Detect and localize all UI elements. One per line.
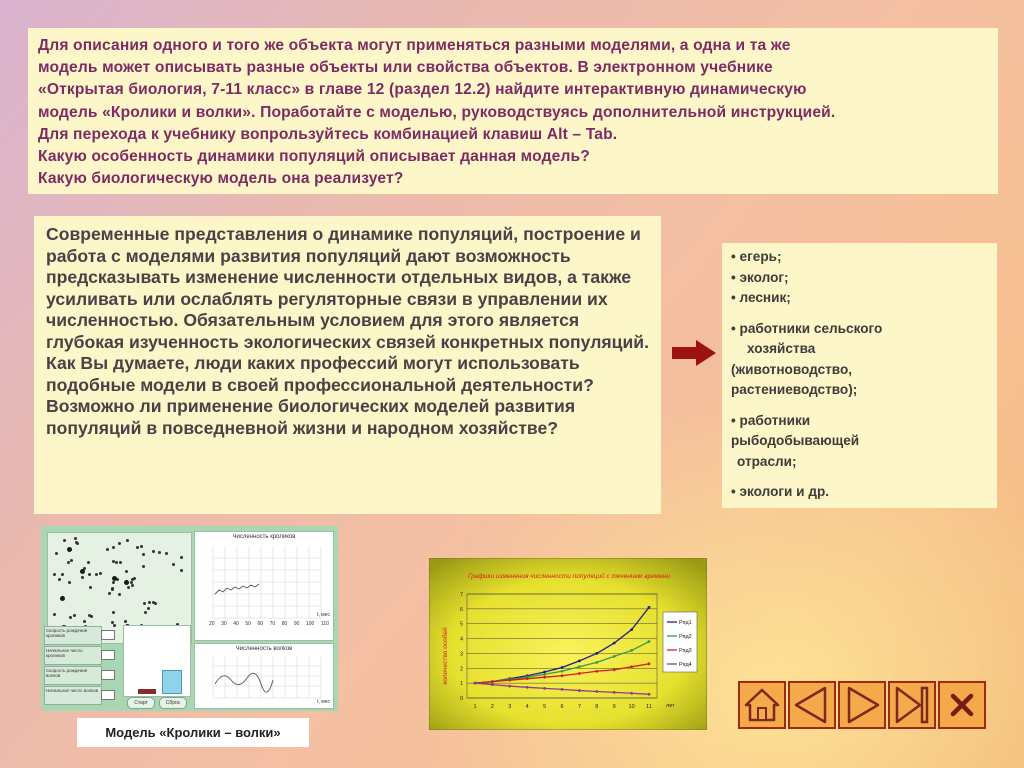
profession-item: хозяйства [747, 341, 816, 356]
rabbits-graph [194, 531, 334, 641]
y-tick: 4 [459, 636, 463, 643]
control-label: Начальное число волков [46, 688, 99, 693]
x-tick: 60 [257, 621, 264, 627]
y-tick: 3 [459, 651, 463, 658]
x-tick: 10 [628, 704, 635, 710]
x-tick: 7 [577, 704, 581, 710]
rabbit-marker [118, 542, 121, 545]
task-line: Для перехода к учебнику вопрользуйтесь комбинацией клавиш Alt – Tab. [38, 125, 618, 143]
wolves-graph-plot [195, 644, 333, 708]
rabbit-marker [88, 614, 91, 617]
rabbit-marker [73, 614, 76, 617]
rabbit-marker [68, 581, 71, 584]
model-caption: Модель «Кролики – волки» [77, 718, 309, 747]
x-tick: 70 [269, 621, 276, 627]
x-tick: 6 [560, 704, 564, 710]
rabbit-marker [126, 539, 129, 542]
last-button[interactable] [888, 681, 936, 729]
rabbit-marker [112, 611, 115, 614]
series-point [491, 680, 494, 683]
rabbit-marker [125, 570, 128, 573]
x-tick: 5 [543, 704, 547, 710]
start-button[interactable]: Старт [127, 697, 155, 709]
series-point [561, 670, 564, 673]
chart-ylabel: количество особей [442, 627, 449, 685]
chart-title: Графики изменения численности популяций с течением времени [467, 573, 671, 580]
series-point [578, 665, 581, 668]
question-panel [34, 216, 661, 514]
task-line: Какую биологическую модель она реализует? [38, 170, 404, 188]
close-button[interactable] [938, 681, 986, 729]
control-knob[interactable] [101, 670, 115, 680]
profession-item: • егерь; [731, 249, 782, 264]
series-point [578, 659, 581, 662]
series-point [578, 672, 581, 675]
series-point [595, 652, 598, 655]
rabbit-marker [127, 586, 130, 589]
rabbit-marker [140, 545, 143, 548]
control-label: Начальное число кроликов [46, 648, 83, 658]
question-text: Современные представления о динамике популяций, построение и работа с моделями развития популяций дают возможность предсказывать изменение численности отдельных видов, а также усиливать или ослаблять регуляторные связи в управлении их численностью. Обязательным условием для этого является глубокая изученность экологических связей конкретных популяций. Как Вы думаете, люди каких профессий могут использовать подобные модели в своей профессиональной деятельности? Возможно ли применение биологических моделей развития популяций в повседневной жизни и народном хозяйстве? [46, 224, 649, 438]
x-tick: 30 [221, 621, 227, 627]
rabbit-marker [95, 573, 98, 576]
model-screenshot [41, 526, 338, 711]
rabbit-marker [69, 616, 72, 619]
series-point [543, 673, 546, 676]
rabbit-marker [142, 565, 145, 568]
population-chart [429, 558, 707, 730]
prev-button[interactable] [788, 681, 836, 729]
control-wolf-birth[interactable] [44, 666, 102, 685]
wolf-marker [80, 569, 85, 574]
x-tick: 40 [233, 621, 239, 627]
rabbit-marker [106, 548, 109, 551]
profession-item: • экологи и др. [731, 484, 830, 499]
profession-item: (животноводство, [731, 361, 853, 377]
wolf-marker [124, 580, 129, 585]
rabbits-axis-unit: t, мес [317, 612, 330, 618]
x-tick: 9 [612, 704, 616, 710]
rabbits-bar [162, 670, 182, 694]
series-point [630, 692, 633, 695]
series-point [648, 662, 651, 665]
control-rabbit-initial[interactable] [44, 646, 102, 665]
profession-item: • работники сельского [731, 320, 883, 336]
rabbit-marker [165, 552, 168, 555]
reset-button[interactable]: Сброс [159, 697, 187, 709]
wolf-marker [112, 576, 117, 581]
rabbits-x-ticks [209, 621, 329, 627]
profession-item: отрасли; [737, 453, 797, 469]
task-line: Какую особенность динамики популяций описывает данная модель? [38, 148, 590, 166]
rabbit-marker [144, 611, 147, 614]
rabbit-marker [81, 576, 84, 579]
series-point [595, 690, 598, 693]
series-point [526, 677, 529, 680]
triangle-right-icon [840, 683, 884, 727]
legend-label: Ряд4 [679, 662, 692, 668]
skip-end-icon [890, 683, 934, 727]
x-tick: 100 [306, 621, 315, 627]
next-button[interactable] [838, 681, 886, 729]
x-tick: 2 [490, 704, 494, 710]
profession-item: рыбодобывающей [731, 433, 860, 448]
y-tick: 2 [459, 666, 463, 673]
series-point [561, 666, 564, 669]
series-point [630, 649, 633, 652]
control-wolf-initial[interactable] [44, 686, 102, 705]
rabbit-marker [147, 607, 150, 610]
home-icon [740, 683, 784, 727]
y-tick: 0 [459, 696, 463, 702]
rabbit-marker [99, 572, 102, 575]
y-tick: 7 [459, 592, 463, 598]
y-tick: 1 [459, 681, 463, 688]
task-line: «Открытая биология, 7-11 класс» в главе 12 (раздел 12.2) найдите интерактивную динамическую [38, 81, 807, 99]
control-rabbit-birth[interactable] [44, 626, 102, 645]
series-point [613, 668, 616, 671]
rabbit-marker [111, 587, 114, 590]
rabbit-marker [133, 577, 136, 580]
professions-panel [722, 243, 997, 508]
profession-item: растениеводство); [731, 382, 858, 397]
wolf-marker [60, 596, 65, 601]
series-point [613, 655, 616, 658]
x-tick: 20 [209, 621, 215, 627]
series-point [474, 682, 477, 685]
x-tick: 4 [525, 704, 529, 710]
wolves-bar [138, 689, 156, 694]
series-point [613, 642, 616, 645]
rabbit-marker [53, 573, 56, 576]
rabbit-marker [148, 601, 151, 604]
y-tick: 6 [459, 606, 463, 613]
rabbits-graph-title: Численность кроликов [232, 534, 296, 540]
task-line: модель может описывать разные объекты или свойства объектов. В электронном учебнике [38, 59, 773, 77]
series-point [630, 665, 633, 668]
rabbit-marker [158, 551, 161, 554]
rabbit-marker [180, 556, 183, 559]
rabbit-marker [63, 539, 66, 542]
rabbit-marker [115, 561, 118, 564]
population-bars [123, 625, 191, 697]
x-tick: 90 [293, 621, 300, 627]
y-tick: 5 [459, 621, 463, 628]
rabbit-marker [108, 592, 111, 595]
control-knob[interactable] [101, 650, 115, 660]
rabbit-marker [152, 550, 155, 553]
rabbit-marker [143, 602, 146, 605]
series-point [543, 687, 546, 690]
task-panel [28, 28, 998, 194]
rabbit-marker [88, 573, 91, 576]
x-tick: 3 [508, 704, 512, 710]
x-tick: 11 [646, 704, 652, 710]
series-point [648, 693, 651, 696]
rabbit-marker [61, 573, 64, 576]
rabbit-marker [131, 584, 134, 587]
rabbit-marker [119, 561, 122, 564]
rabbit-marker [142, 553, 145, 556]
series-point [648, 640, 651, 643]
legend-label: Ряд1 [679, 620, 692, 626]
x-tick: 110 [320, 621, 329, 627]
rabbit-marker [136, 546, 139, 549]
wolves-graph-title: Численность волков [235, 646, 293, 652]
arrow-right-icon [672, 340, 716, 366]
rabbit-marker [53, 613, 56, 616]
rabbit-marker [124, 620, 127, 623]
rabbit-marker [118, 593, 121, 596]
profession-item: • лесник; [731, 290, 791, 305]
series-point [595, 670, 598, 673]
rabbit-marker [55, 552, 58, 555]
rabbit-marker [70, 559, 73, 562]
rabbit-marker [113, 624, 116, 627]
home-button[interactable] [738, 681, 786, 729]
task-line: модель «Кролики и волки». Поработайте с моделью, руководствуясь дополнительной инструкцией. [38, 103, 836, 121]
triangle-left-icon [790, 683, 834, 727]
rabbit-marker [74, 537, 77, 540]
wolf-marker [67, 547, 72, 552]
rabbit-marker [112, 581, 115, 584]
rabbit-marker [87, 561, 90, 564]
rabbit-marker [83, 620, 86, 623]
legend-label: Ряд3 [679, 648, 692, 654]
rabbit-marker [180, 569, 183, 572]
x-tick: 8 [595, 704, 599, 710]
control-label: Скорость рождения волков [46, 668, 88, 678]
series-point [630, 628, 633, 631]
series-point [491, 683, 494, 686]
legend-label: Ряд2 [679, 634, 692, 640]
series-point [595, 661, 598, 664]
rabbit-marker [89, 586, 92, 589]
profession-item: • работники [731, 412, 811, 428]
chart-xlabel: лет [666, 703, 675, 709]
close-icon [940, 683, 984, 727]
control-label: Скорость рождения кроликов [46, 628, 88, 638]
rabbit-marker [112, 546, 115, 549]
series-point [578, 689, 581, 692]
series-point [508, 679, 511, 682]
series-point [543, 676, 546, 679]
rabbit-marker [172, 563, 175, 566]
wolves-graph [194, 643, 334, 709]
task-line: Для описания одного и того же объекта могут применяться разными моделями, а одна и та же [38, 37, 791, 54]
series-point [561, 674, 564, 677]
x-tick: 80 [281, 621, 288, 627]
rabbit-marker [58, 578, 61, 581]
wolves-axis-unit: t, мес [317, 699, 330, 705]
x-tick: 50 [245, 621, 251, 627]
x-tick: 1 [473, 704, 477, 710]
series-point [526, 686, 529, 689]
series-point [508, 685, 511, 688]
control-knob[interactable] [101, 690, 115, 700]
series-point [561, 688, 564, 691]
series-point [613, 691, 616, 694]
control-knob[interactable] [101, 630, 115, 640]
series-point [648, 606, 651, 609]
profession-item: • эколог; [731, 269, 789, 285]
rabbit-marker [75, 541, 78, 544]
